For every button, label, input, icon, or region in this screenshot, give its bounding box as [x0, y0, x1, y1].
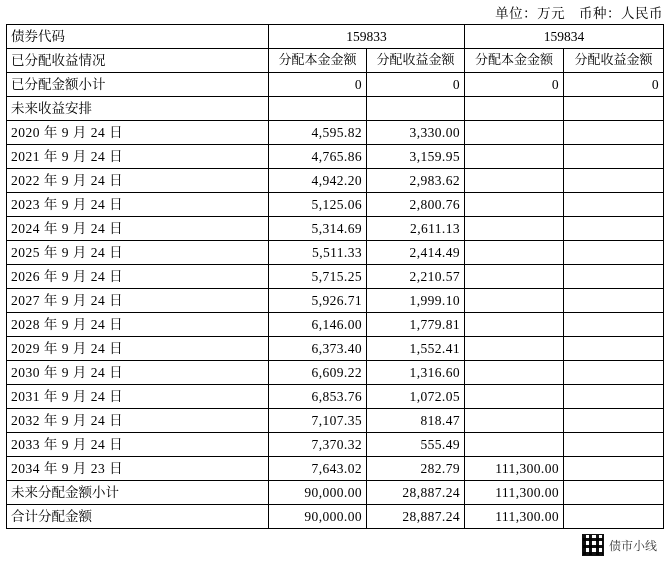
- row-date: 2025 年 9 月 24 日: [7, 241, 269, 265]
- row-principal-1: 5,314.69: [269, 217, 367, 241]
- table-row: [7, 457, 664, 481]
- row-principal-1: 5,926.71: [269, 289, 367, 313]
- col-header-principal-1: 分配本金金额: [269, 49, 367, 73]
- row-income-1: 555.49: [367, 433, 465, 457]
- row-principal-2: [465, 121, 564, 145]
- col-header-income-1: 分配收益金额: [367, 49, 465, 73]
- table-row: [7, 265, 664, 289]
- total-value-0: 90,000.00: [269, 505, 367, 529]
- row-principal-2: [465, 241, 564, 265]
- table-row: [7, 241, 664, 265]
- table-row-future-subtotal: [7, 481, 664, 505]
- future-subtotal-value-0: 90,000.00: [269, 481, 367, 505]
- row-income-2: [564, 385, 664, 409]
- row-income-2: [564, 289, 664, 313]
- row-income-1: 1,072.05: [367, 385, 465, 409]
- watermark-badge: [580, 532, 661, 558]
- total-value-3: [564, 505, 664, 529]
- row-principal-1: 7,107.35: [269, 409, 367, 433]
- future-subtotal-value-3: [564, 481, 664, 505]
- table-row: [7, 385, 664, 409]
- unit-currency-note: [485, 2, 663, 22]
- row-principal-1: 6,146.00: [269, 313, 367, 337]
- row-income-1: 3,159.95: [367, 145, 465, 169]
- table-row: [7, 409, 664, 433]
- row-income-2: [564, 361, 664, 385]
- row-date: 2032 年 9 月 24 日: [7, 409, 269, 433]
- row-income-2: [564, 409, 664, 433]
- row-principal-1: 6,853.76: [269, 385, 367, 409]
- row-income-2: [564, 457, 664, 481]
- table-row-column-headers: [7, 49, 664, 73]
- row-income-1: 282.79: [367, 457, 465, 481]
- distributed-income-label: 已分配收益情况: [7, 49, 269, 73]
- row-income-1: 1,552.41: [367, 337, 465, 361]
- row-principal-2: [465, 361, 564, 385]
- row-principal-1: 4,765.86: [269, 145, 367, 169]
- row-principal-2: [465, 145, 564, 169]
- row-date: 2029 年 9 月 24 日: [7, 337, 269, 361]
- row-income-1: 2,210.57: [367, 265, 465, 289]
- row-income-1: 818.47: [367, 409, 465, 433]
- row-income-2: [564, 313, 664, 337]
- row-principal-2: [465, 265, 564, 289]
- row-income-1: 2,414.49: [367, 241, 465, 265]
- subtotal-value-0: 0: [269, 73, 367, 97]
- table-row: [7, 337, 664, 361]
- subtotal-value-3: 0: [564, 73, 664, 97]
- row-date: 2030 年 9 月 24 日: [7, 361, 269, 385]
- row-principal-1: 7,643.02: [269, 457, 367, 481]
- row-principal-2: [465, 409, 564, 433]
- row-principal-1: 6,373.40: [269, 337, 367, 361]
- row-principal-2: [465, 289, 564, 313]
- row-principal-2: [465, 169, 564, 193]
- subtotal-value-2: 0: [465, 73, 564, 97]
- distribution-table: [6, 24, 664, 529]
- row-income-2: [564, 169, 664, 193]
- table-row: [7, 169, 664, 193]
- row-date: 2021 年 9 月 24 日: [7, 145, 269, 169]
- bond-code-159834: 159834: [465, 25, 664, 49]
- row-principal-1: 4,595.82: [269, 121, 367, 145]
- table-row: [7, 217, 664, 241]
- subtotal-distributed-label: 已分配金额小计: [7, 73, 269, 97]
- bond-code-159833: 159833: [269, 25, 465, 49]
- currency-label: 币种：人民币: [579, 6, 663, 21]
- unit-label: 单位：万元: [495, 6, 566, 21]
- row-date: 2031 年 9 月 24 日: [7, 385, 269, 409]
- table-row-subtotal-distributed: [7, 73, 664, 97]
- table-row-bond-code: [7, 25, 664, 49]
- total-value-2: 111,300.00: [465, 505, 564, 529]
- row-date: 2024 年 9 月 24 日: [7, 217, 269, 241]
- row-income-2: [564, 337, 664, 361]
- future-arrangement-value-1: [367, 97, 465, 121]
- table-row: [7, 121, 664, 145]
- table-row: [7, 193, 664, 217]
- table-row-total: [7, 505, 664, 529]
- row-date: 2028 年 9 月 24 日: [7, 313, 269, 337]
- subtotal-value-1: 0: [367, 73, 465, 97]
- qr-code-icon: [582, 534, 604, 556]
- row-income-2: [564, 193, 664, 217]
- row-principal-2: [465, 337, 564, 361]
- future-arrangement-label: 未来收益安排: [7, 97, 269, 121]
- future-subtotal-value-1: 28,887.24: [367, 481, 465, 505]
- row-income-1: 1,999.10: [367, 289, 465, 313]
- row-principal-2: [465, 217, 564, 241]
- row-principal-2: 111,300.00: [465, 457, 564, 481]
- row-date: 2034 年 9 月 23 日: [7, 457, 269, 481]
- future-subtotal-value-2: 111,300.00: [465, 481, 564, 505]
- row-principal-1: 6,609.22: [269, 361, 367, 385]
- row-income-1: 2,983.62: [367, 169, 465, 193]
- future-arrangement-value-0: [269, 97, 367, 121]
- row-principal-1: 5,511.33: [269, 241, 367, 265]
- future-arrangement-value-3: [564, 97, 664, 121]
- row-principal-2: [465, 433, 564, 457]
- row-income-1: 2,611.13: [367, 217, 465, 241]
- row-principal-1: 5,715.25: [269, 265, 367, 289]
- row-date: 2027 年 9 月 24 日: [7, 289, 269, 313]
- bond-code-label: 债券代码: [7, 25, 269, 49]
- table-row: [7, 289, 664, 313]
- row-income-2: [564, 265, 664, 289]
- row-principal-1: 5,125.06: [269, 193, 367, 217]
- row-date: 2026 年 9 月 24 日: [7, 265, 269, 289]
- row-income-2: [564, 433, 664, 457]
- row-date: 2020 年 9 月 24 日: [7, 121, 269, 145]
- row-principal-2: [465, 313, 564, 337]
- row-principal-2: [465, 193, 564, 217]
- row-income-2: [564, 217, 664, 241]
- row-income-1: 1,316.60: [367, 361, 465, 385]
- total-label: 合计分配金额: [7, 505, 269, 529]
- row-income-1: 1,779.81: [367, 313, 465, 337]
- future-arrangement-value-2: [465, 97, 564, 121]
- future-subtotal-label: 未来分配金额小计: [7, 481, 269, 505]
- table-row: [7, 313, 664, 337]
- table-row: [7, 361, 664, 385]
- table-row: [7, 145, 664, 169]
- table-row-future-arrangement: [7, 97, 664, 121]
- row-date: 2023 年 9 月 24 日: [7, 193, 269, 217]
- row-income-2: [564, 241, 664, 265]
- table-row: [7, 433, 664, 457]
- row-income-2: [564, 121, 664, 145]
- row-date: 2033 年 9 月 24 日: [7, 433, 269, 457]
- row-income-1: 3,330.00: [367, 121, 465, 145]
- row-income-2: [564, 145, 664, 169]
- row-income-1: 2,800.76: [367, 193, 465, 217]
- row-principal-2: [465, 385, 564, 409]
- watermark-label: 债市小线: [608, 538, 657, 553]
- total-value-1: 28,887.24: [367, 505, 465, 529]
- row-principal-1: 4,942.20: [269, 169, 367, 193]
- col-header-income-2: 分配收益金额: [564, 49, 664, 73]
- row-principal-1: 7,370.32: [269, 433, 367, 457]
- row-date: 2022 年 9 月 24 日: [7, 169, 269, 193]
- col-header-principal-2: 分配本金金额: [465, 49, 564, 73]
